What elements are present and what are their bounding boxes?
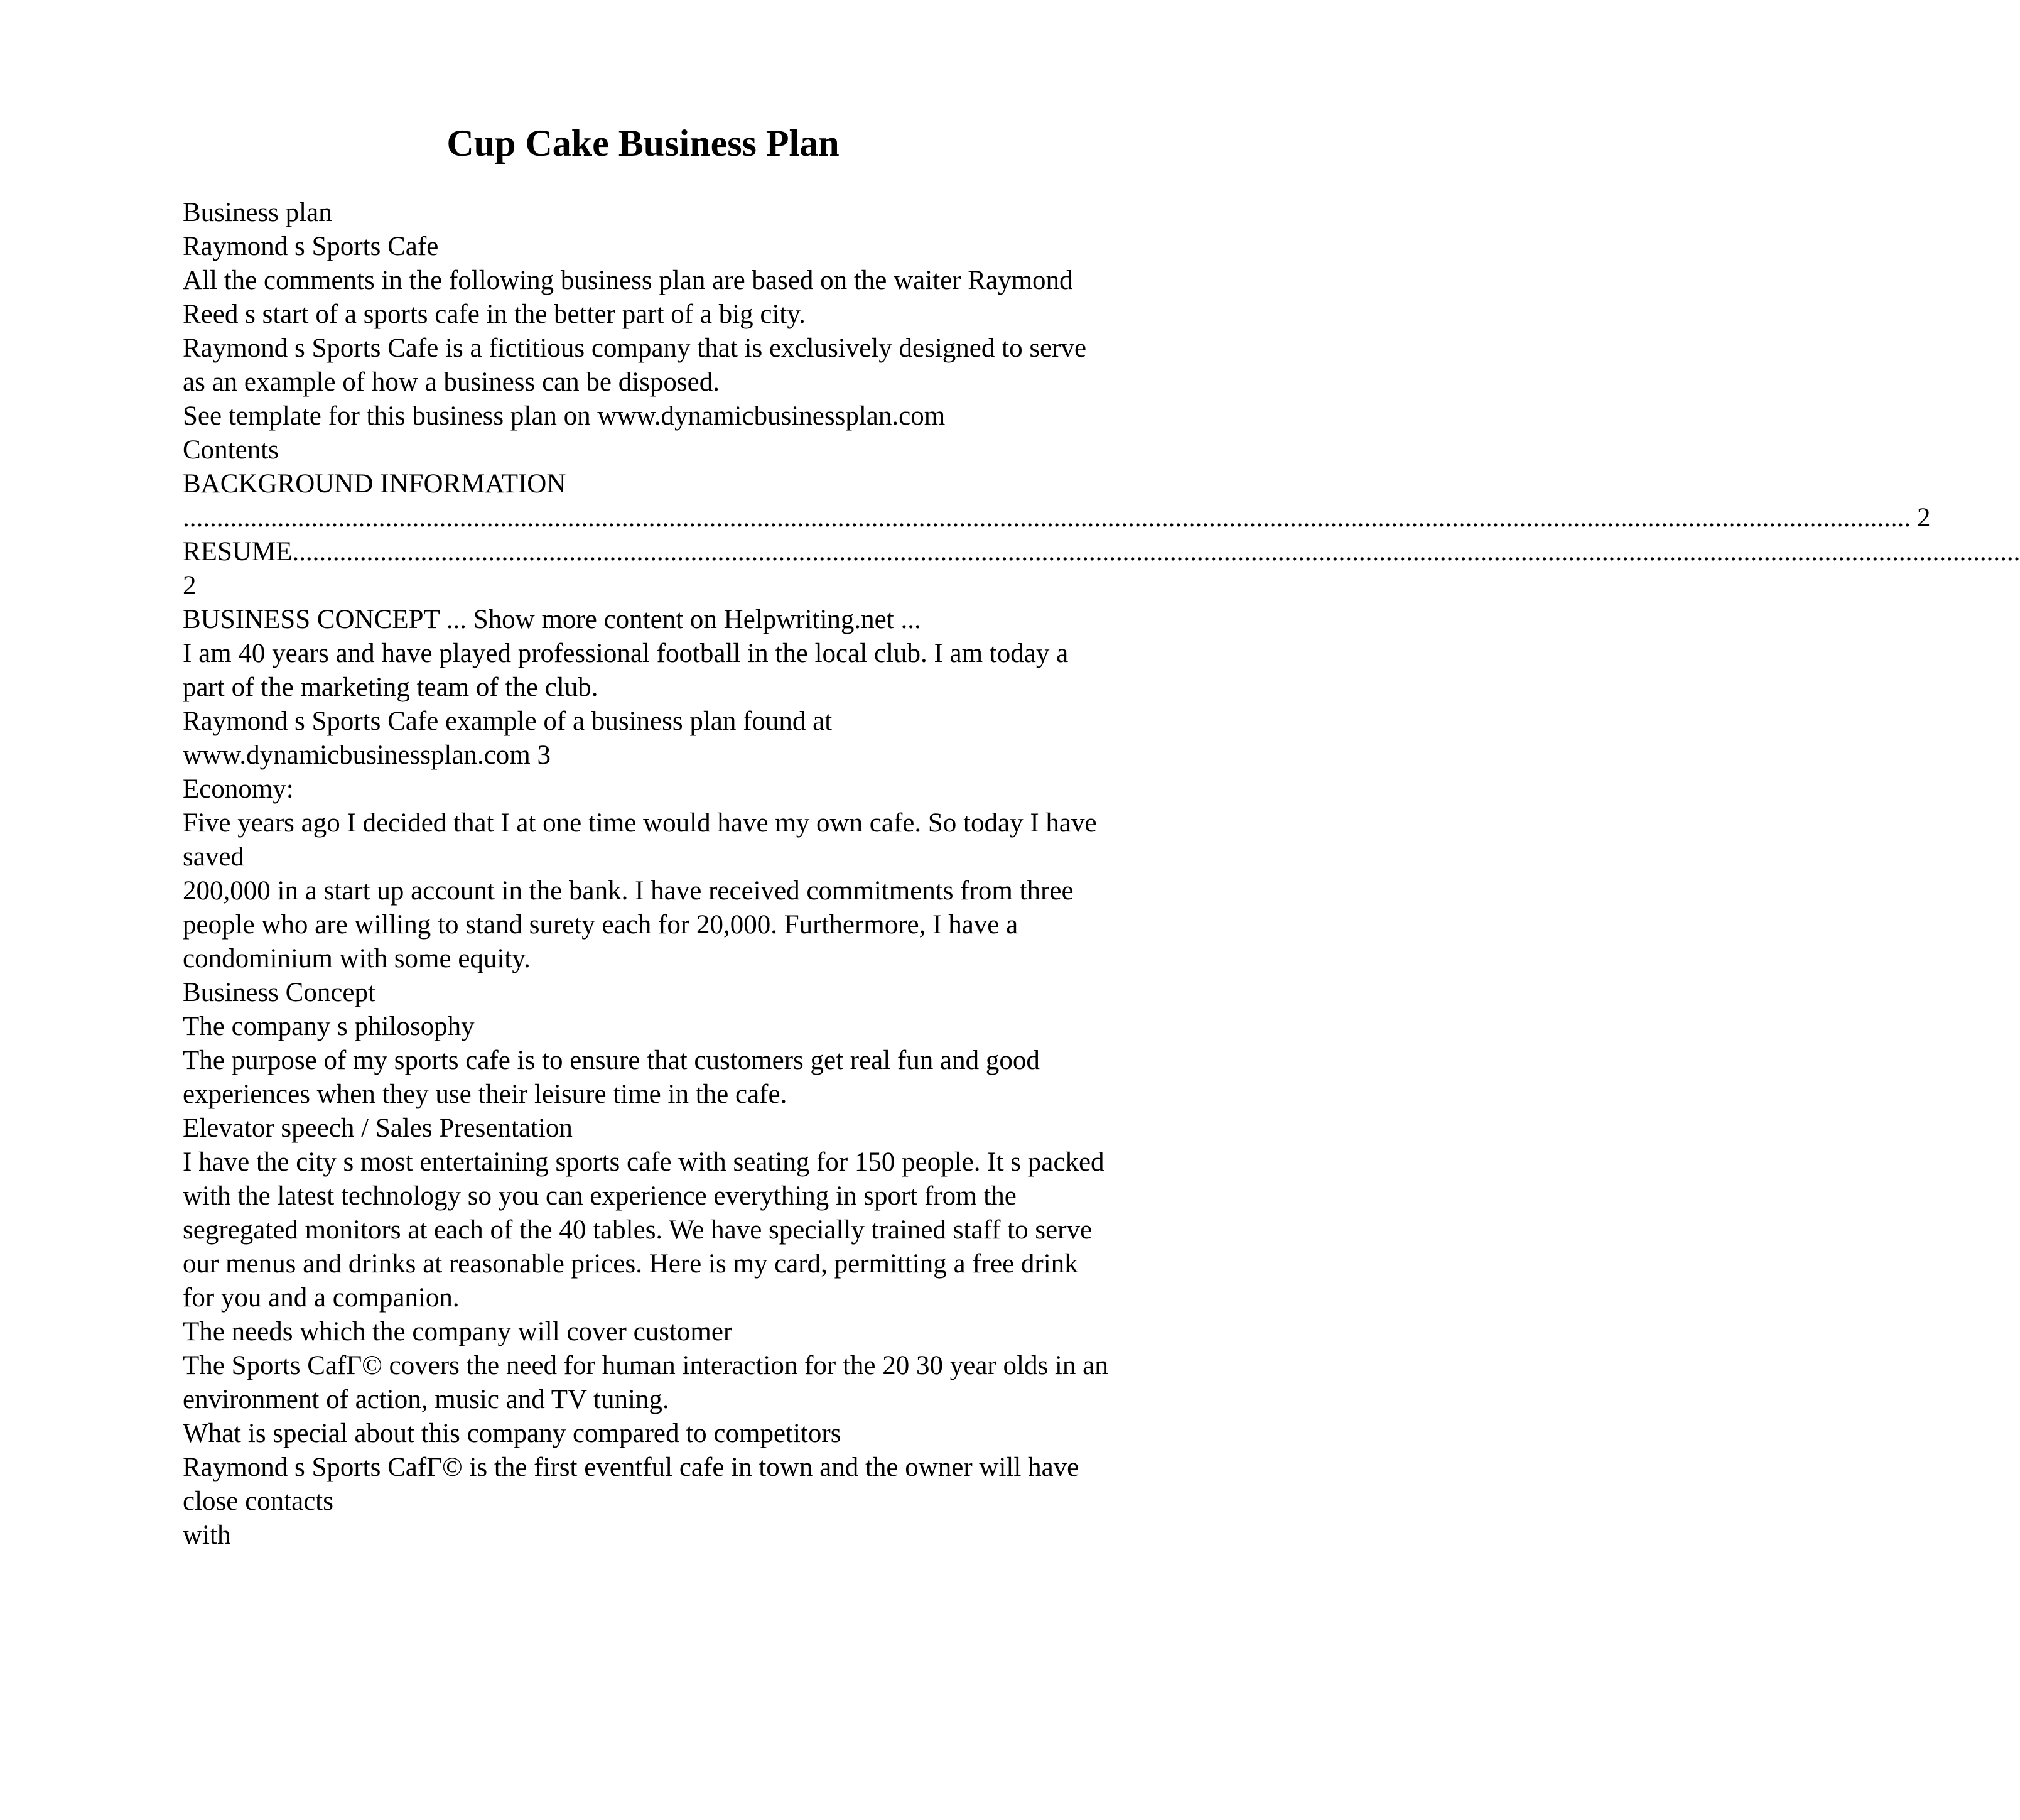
section-heading: Business Concept (183, 978, 375, 1007)
document-body (183, 196, 2020, 1552)
text-line: The Sports CafГ© covers the need for human interaction for the 20 30 year olds in an (183, 1351, 1108, 1380)
toc-page-number: 2 (1917, 503, 1931, 533)
toc-entry-background: BACKGROUND INFORMATION (183, 469, 566, 499)
section-heading: The company s philosophy (183, 1012, 475, 1041)
section-heading: Economy: (183, 774, 294, 804)
section-heading: What is special about this company compared to competitors (183, 1419, 841, 1448)
text-line: segregated monitors at each of the 40 tables. We have specially trained staff to serve (183, 1215, 1093, 1245)
text-line: I am 40 years and have played professional football in the local club. I am today a (183, 639, 1069, 668)
document-title: Cup Cake Business Plan (446, 122, 840, 164)
section-heading: The needs which the company will cover customer (183, 1317, 733, 1346)
text-line: All the comments in the following business plan are based on the waiter Raymond (183, 266, 1073, 295)
toc-dots: ................................................................................................................................................................................................................................................................ (183, 503, 1911, 533)
text-line: Raymond s Sports Cafe is a fictitious company that is exclusively designed to serve (183, 333, 1087, 363)
text-line: Business plan (183, 198, 332, 227)
text-line: for you and a companion. (183, 1283, 460, 1313)
text-line: www.dynamicbusinessplan.com 3 (183, 740, 551, 770)
text-line: environment of action, music and TV tuning. (183, 1385, 669, 1414)
text-line: Reed s start of a sports cafe in the better part of a big city. (183, 300, 806, 329)
text-line: Raymond s Sports Cafe (183, 232, 439, 261)
text-line: I have the city s most entertaining sports cafe with seating for 150 people. It s packed (183, 1147, 1105, 1177)
text-line: Raymond s Sports CafГ© is the first eventful cafe in town and the owner will have (183, 1453, 1079, 1482)
toc-entry-resume (183, 535, 2020, 569)
text-line: close contacts (183, 1487, 333, 1516)
text-line: people who are willing to stand surety each for 20,000. Furthermore, I have a (183, 910, 1018, 940)
toc-dots: ................................................................................................................................................................................................................................................................ (292, 537, 2020, 566)
text-line: condominium with some equity. (183, 944, 531, 973)
text-line: with the latest technology so you can experience everything in sport from the (183, 1181, 1017, 1211)
toc-page-number: 2 (183, 571, 197, 600)
text-line: part of the marketing team of the club. (183, 673, 598, 702)
text-line: our menus and drinks at reasonable prices. Here is my card, permitting a free drink (183, 1249, 1078, 1279)
section-heading: Elevator speech / Sales Presentation (183, 1113, 573, 1143)
toc-resume-label: RESUME (183, 537, 293, 566)
text-line: Raymond s Sports Cafe example of a business plan found at (183, 707, 833, 736)
text-line: The purpose of my sports cafe is to ensure that customers get real fun and good (183, 1046, 1040, 1075)
text-line: See template for this business plan on www.dynamicbusinessplan.com (183, 401, 946, 431)
text-line: Five years ago I decided that I at one time would have my own cafe. So today I have (183, 808, 1097, 838)
text-line: 200,000 in a start up account in the bank. I have received commitments from three (183, 876, 1074, 906)
text-line: as an example of how a business can be disposed. (183, 367, 720, 397)
text-line: with (183, 1520, 231, 1550)
text-line: experiences when they use their leisure time in the cafe. (183, 1080, 787, 1109)
text-line: BUSINESS CONCEPT ... Show more content on Helpwriting.net ... (183, 605, 921, 634)
toc-leader-background (183, 501, 1931, 535)
contents-heading: Contents (183, 435, 279, 465)
text-line: saved (183, 842, 244, 872)
